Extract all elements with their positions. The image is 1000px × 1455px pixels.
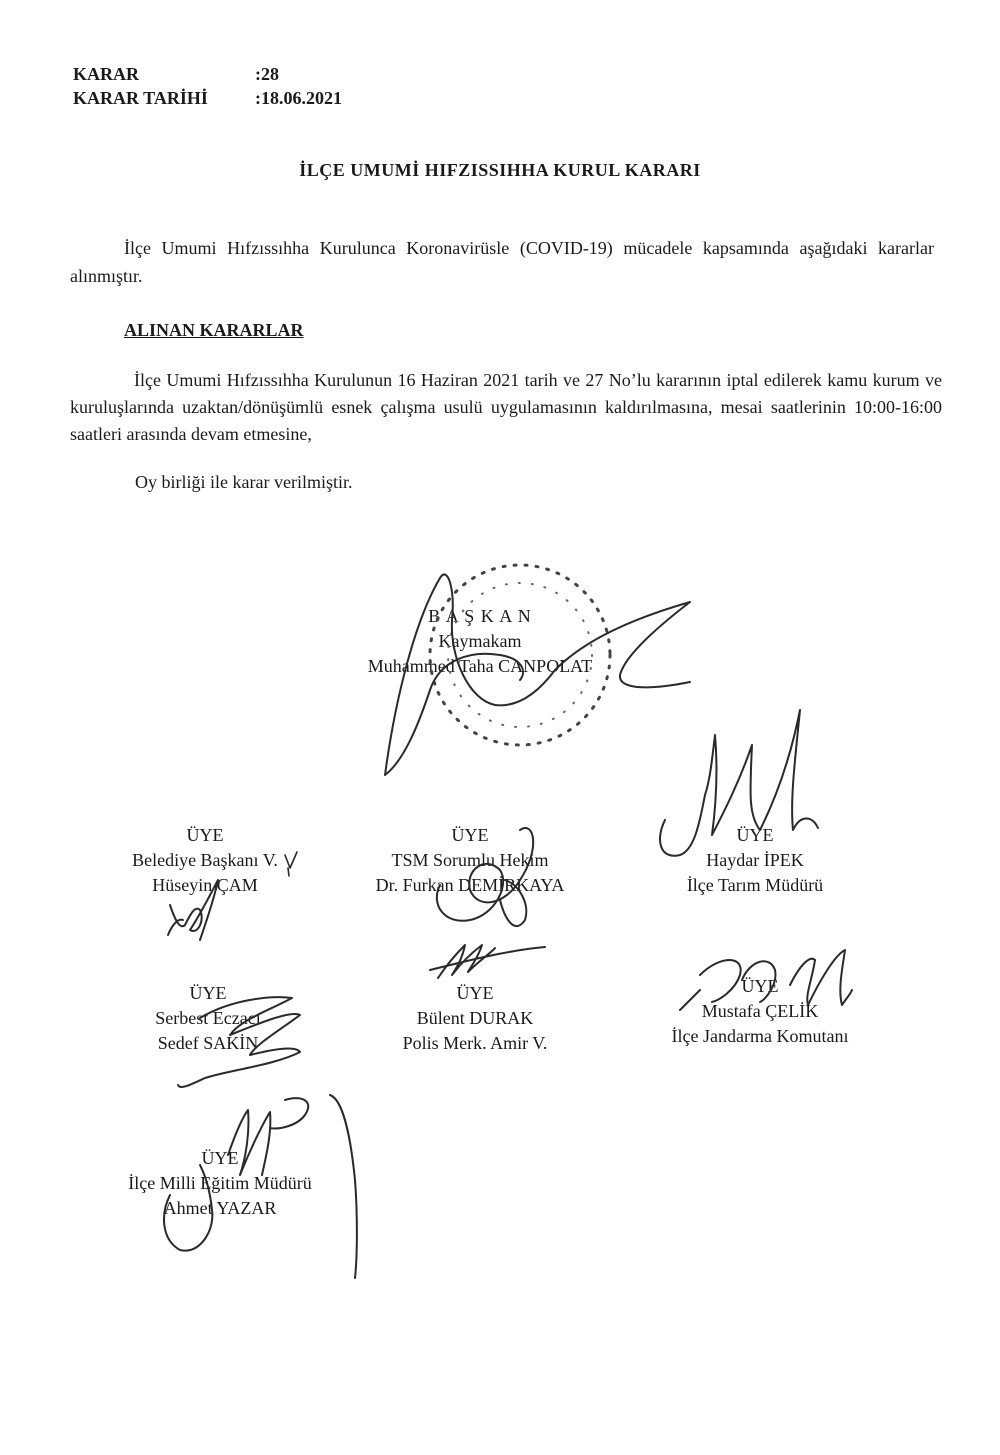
- member-name: Dr. Furkan DEMİRKAYA: [375, 875, 565, 895]
- member-role: İlçe Tarım Müdürü: [686, 875, 824, 895]
- karar-tarihi-value: :18.06.2021: [255, 88, 342, 108]
- karar-number: :28: [255, 64, 279, 84]
- member-name: Sedef SAKİN: [157, 1033, 259, 1053]
- closing-sentence: Oy birliği ile karar verilmiştir.: [135, 472, 353, 492]
- member-title: ÜYE: [201, 1148, 239, 1168]
- karar-label: KARAR: [73, 64, 139, 84]
- member-block-belediye: [90, 823, 320, 898]
- member-role: Serbest Eczacı: [155, 1008, 261, 1028]
- member-block-eczaci: [108, 981, 308, 1056]
- member-name: Haydar İPEK: [706, 850, 804, 870]
- member-block-polis: [360, 981, 590, 1056]
- member-title: ÜYE: [189, 983, 227, 1003]
- member-name: Bülent DURAK: [416, 1008, 534, 1028]
- member-title: ÜYE: [186, 825, 224, 845]
- member-block-tarim: [640, 823, 870, 898]
- member-block-jandarma: [640, 974, 880, 1049]
- decision-header: [73, 62, 473, 110]
- bulent-durak-signature: [430, 945, 545, 978]
- president-title: B A Ş K A N: [428, 606, 532, 626]
- intro-paragraph: İlçe Umumi Hıfzıssıhha Kurulunca Koronavirüsle (COVID-19) mücadele kapsamında aşağıdaki kararlar alınmıştır.: [70, 238, 934, 286]
- member-role: İlçe Jandarma Komutanı: [671, 1026, 849, 1046]
- president-signature-block: [330, 604, 630, 679]
- section-heading: ALINAN KARARLAR: [124, 320, 304, 340]
- member-name: Ahmet YAZAR: [163, 1198, 277, 1218]
- member-role: TSM Sorumlu Hekim: [391, 850, 549, 870]
- member-name: Mustafa ÇELİK: [701, 1001, 819, 1021]
- member-block-tsm: [345, 823, 595, 898]
- member-block-milli-egitim: [100, 1146, 340, 1221]
- member-role: Belediye Başkanı V.: [132, 850, 278, 870]
- karar-tarihi-label: KARAR TARİHİ: [73, 88, 208, 108]
- decision-paragraph: İlçe Umumi Hıfzıssıhha Kurulunun 16 Haziran 2021 tarih ve 27 No’lu kararının iptal edilerek kamu kurum ve kuruluşlarında uzaktan/dönüşümlü esnek çalışma usulü uygulamasının kaldırılmasına, mesai saatlerinin 10:00-16:00 saatleri arasında devam etmesine,: [70, 370, 942, 444]
- document-title: İLÇE UMUMİ HIFZISSIHHA KURUL KARARI: [299, 160, 701, 180]
- member-title: ÜYE: [736, 825, 774, 845]
- president-name: Muhammed Taha CANPOLAT: [367, 656, 593, 676]
- member-role: İlçe Milli Eğitim Müdürü: [128, 1173, 312, 1193]
- member-title: ÜYE: [456, 983, 494, 1003]
- member-role: Polis Merk. Amir V.: [402, 1033, 548, 1053]
- member-name: Hüseyin ÇAM: [152, 875, 258, 895]
- member-title: ÜYE: [741, 976, 779, 996]
- president-role: Kaymakam: [438, 631, 522, 651]
- member-title: ÜYE: [451, 825, 489, 845]
